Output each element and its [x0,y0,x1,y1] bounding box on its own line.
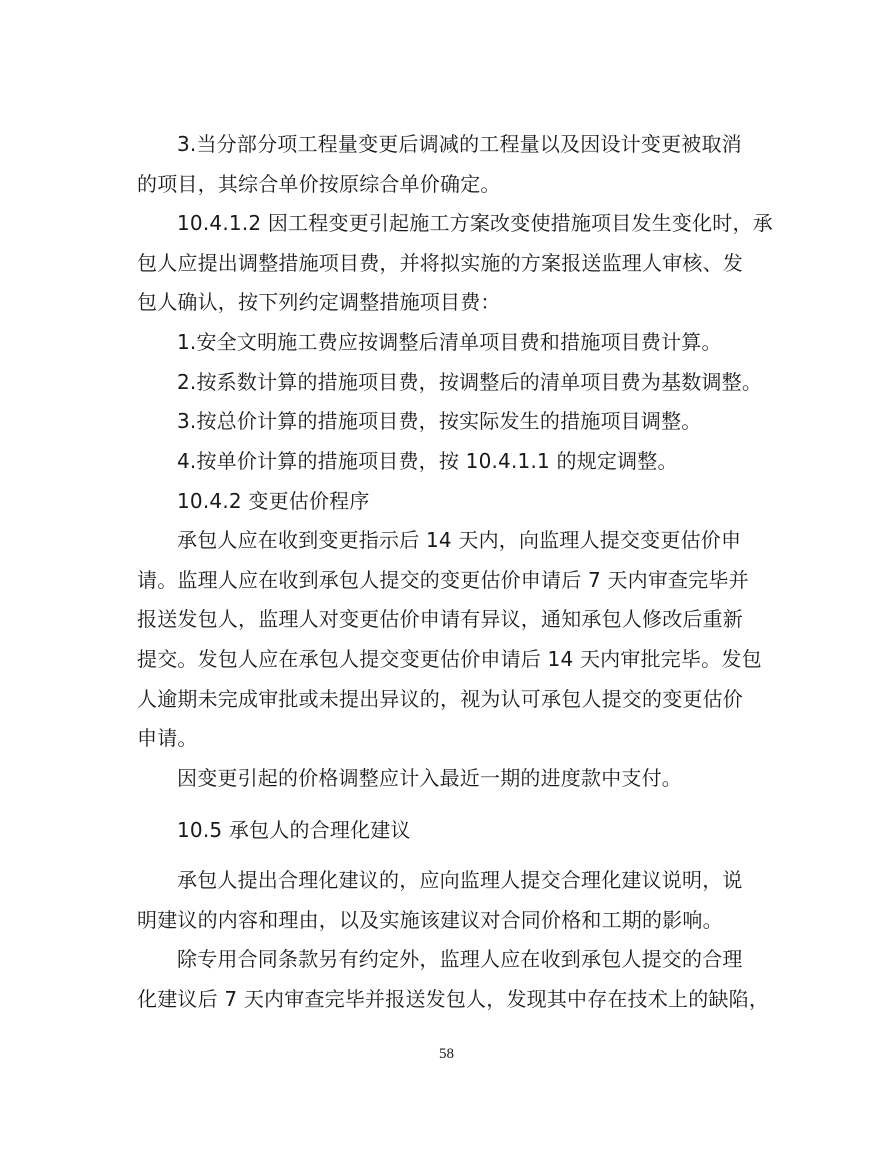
paragraph-line: 3.按总价计算的措施项目费，按实际发生的措施项目调整。 [177,409,702,433]
paragraph-line: 除专用合同条款另有约定外，监理人应在收到承包人提交的合理 [177,947,743,971]
paragraph-line: 提交。发包人应在承包人提交变更估价申请后 14 天内审批完毕。发包 [137,647,762,671]
paragraph-line: 承包人应在收到变更指示后 14 天内，向监理人提交变更估价申 [177,528,742,552]
paragraph-line: 因变更引起的价格调整应计入最近一期的进度款中支付。 [177,766,682,790]
page-number: 58 [439,1046,454,1062]
paragraph-line: 包人应提出调整措施项目费，并将拟实施的方案报送监理人审核、发 [137,251,743,275]
paragraph-line: 包人确认，按下列约定调整措施项目费： [137,290,501,314]
paragraph-line: 化建议后 7 天内审查完毕并报送发包人，发现其中存在技术上的缺陷， [137,987,770,1011]
paragraph-line: 10.4.1.2 因工程变更引起施工方案改变使措施项目发生变化时，承 [177,211,773,235]
section-heading: 10.4.2 变更估价程序 [177,489,370,513]
paragraph-line: 人逾期未完成审批或未提出异议的，视为认可承包人提交的变更估价 [137,687,743,711]
paragraph-line: 4.按单价计算的措施项目费，按 10.4.1.1 的规定调整。 [177,449,678,473]
paragraph-line: 请。监理人应在收到承包人提交的变更估价申请后 7 天内审查完毕并 [137,568,749,592]
paragraph-line: 承包人提出合理化建议的，应向监理人提交合理化建议说明，说 [177,868,743,892]
paragraph-line: 明建议的内容和理由，以及实施该建议对合同价格和工期的影响。 [137,908,723,932]
paragraph-line: 报送发包人，监理人对变更估价申请有异议，通知承包人修改后重新 [137,607,743,631]
paragraph-line: 的项目，其综合单价按原综合单价确定。 [137,172,501,196]
paragraph-line: 1.安全文明施工费应按调整后清单项目费和措施项目费计算。 [177,330,722,354]
paragraph-line: 申请。 [137,726,198,750]
paragraph-line: 2.按系数计算的措施项目费，按调整后的清单项目费为基数调整。 [177,370,763,394]
section-heading: 10.5 承包人的合理化建议 [177,818,411,842]
paragraph-line: 3.当分部分项工程量变更后调减的工程量以及因设计变更被取消 [177,132,742,156]
